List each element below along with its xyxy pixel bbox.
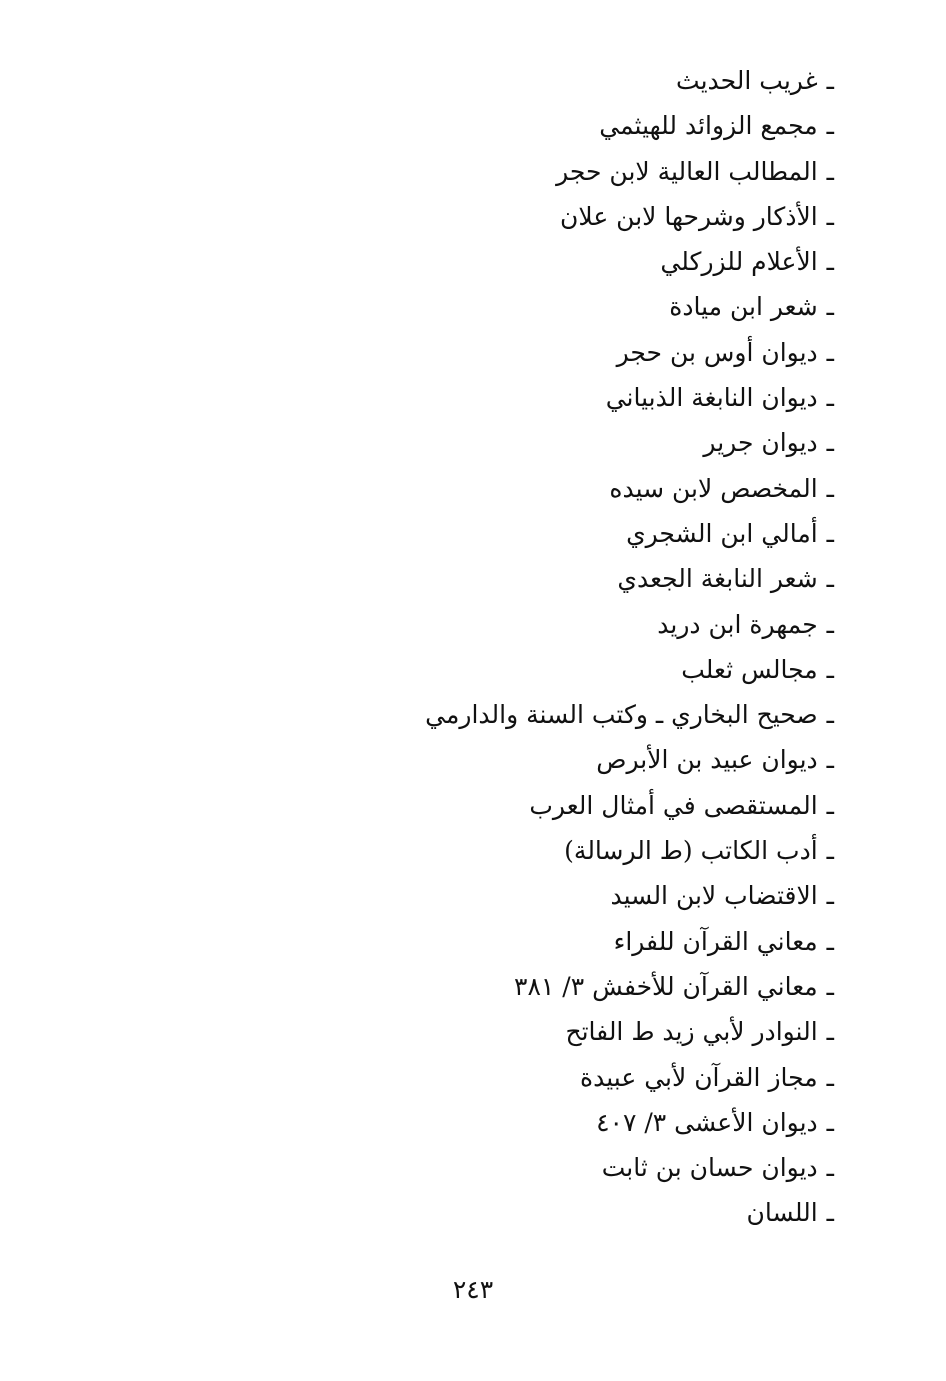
bullet-dash: ـ [826,201,834,231]
list-item [274,58,834,103]
bullet-dash: ـ [826,1062,834,1092]
reference-title: أدب الكاتب (ط الرسالة) [564,836,818,866]
bullet-dash: ـ [826,247,834,277]
list-item [274,194,834,239]
list-item [274,1100,834,1145]
reference-title: المستقصى في أمثال العرب [529,790,818,820]
bullet-dash: ـ [826,1198,834,1228]
bullet-dash: ـ [826,292,834,322]
reference-title: ديوان النابغة الذبياني [605,383,818,413]
list-item [274,783,834,828]
list-item [274,420,834,465]
list-item [274,919,834,964]
list-item [274,1145,834,1190]
list-item [274,692,834,737]
reference-title: اللسان [746,1198,818,1228]
list-item [274,375,834,420]
reference-title: النوادر لأبي زيد ط الفاتح [565,1017,818,1047]
page-number: ٢٤٣ [452,1275,494,1304]
bullet-dash: ـ [826,926,834,956]
bullet-dash: ـ [826,836,834,866]
list-item [274,1055,834,1100]
reference-title: الأعلام للزركلي [660,247,818,277]
reference-title: أمالي ابن الشجري [626,518,818,548]
reference-title: معاني القرآن للأخفش ٣/ ٣٨١ [514,971,818,1001]
bullet-dash: ـ [826,383,834,413]
reference-title: المخصص لابن سيده [609,473,818,503]
bullet-dash: ـ [826,156,834,186]
list-item [274,737,834,782]
reference-title: المطالب العالية لابن حجر [556,156,818,186]
bullet-dash: ـ [826,700,834,730]
reference-title: ديوان عبيد بن الأبرص [596,745,818,775]
reference-title: شعر النابغة الجعدي [617,564,818,594]
reference-list [274,58,834,1236]
bullet-dash: ـ [826,745,834,775]
list-item [274,964,834,1009]
list-item [274,873,834,918]
list-item [274,149,834,194]
list-item [274,556,834,601]
reference-title: الاقتضاب لابن السيد [610,881,818,911]
bullet-dash: ـ [826,654,834,684]
bullet-dash: ـ [826,337,834,367]
bullet-dash: ـ [826,1107,834,1137]
reference-title: ديوان أوس بن حجر [616,337,818,367]
list-item [274,602,834,647]
list-item [274,511,834,556]
list-item [274,284,834,329]
list-item [274,330,834,375]
reference-title: غريب الحديث [676,66,818,95]
bullet-dash: ـ [826,428,834,458]
list-item [274,466,834,511]
list-item [274,1009,834,1054]
bullet-dash: ـ [826,1017,834,1047]
list-item [274,647,834,692]
reference-title: مجالس ثعلب [681,654,818,684]
bullet-dash: ـ [826,518,834,548]
bullet-dash: ـ [826,1153,834,1183]
bullet-dash: ـ [826,790,834,820]
reference-title: ديوان الأعشى ٣/ ٤٠٧ [596,1107,818,1137]
reference-title: جمهرة ابن دريد [657,609,818,639]
bullet-dash: ـ [826,609,834,639]
bullet-dash: ـ [826,66,834,95]
bullet-dash: ـ [826,971,834,1001]
list-item [274,239,834,284]
reference-title: ديوان حسان بن ثابت [601,1153,818,1183]
reference-title: مجاز القرآن لأبي عبيدة [580,1062,818,1092]
bullet-dash: ـ [826,473,834,503]
reference-title: معاني القرآن للفراء [613,926,818,956]
bullet-dash: ـ [826,881,834,911]
reference-title: مجمع الزوائد للهيثمي [599,111,818,141]
bullet-dash: ـ [826,111,834,141]
bullet-dash: ـ [826,564,834,594]
list-item [274,103,834,148]
reference-title: الأذكار وشرحها لابن علان [560,201,818,231]
reference-title: شعر ابن ميادة [669,292,818,322]
reference-title: ديوان جرير [703,428,818,458]
list-item [274,828,834,873]
list-item [274,1190,834,1235]
reference-title: صحيح البخاري ـ وكتب السنة والدارمي [425,700,818,730]
